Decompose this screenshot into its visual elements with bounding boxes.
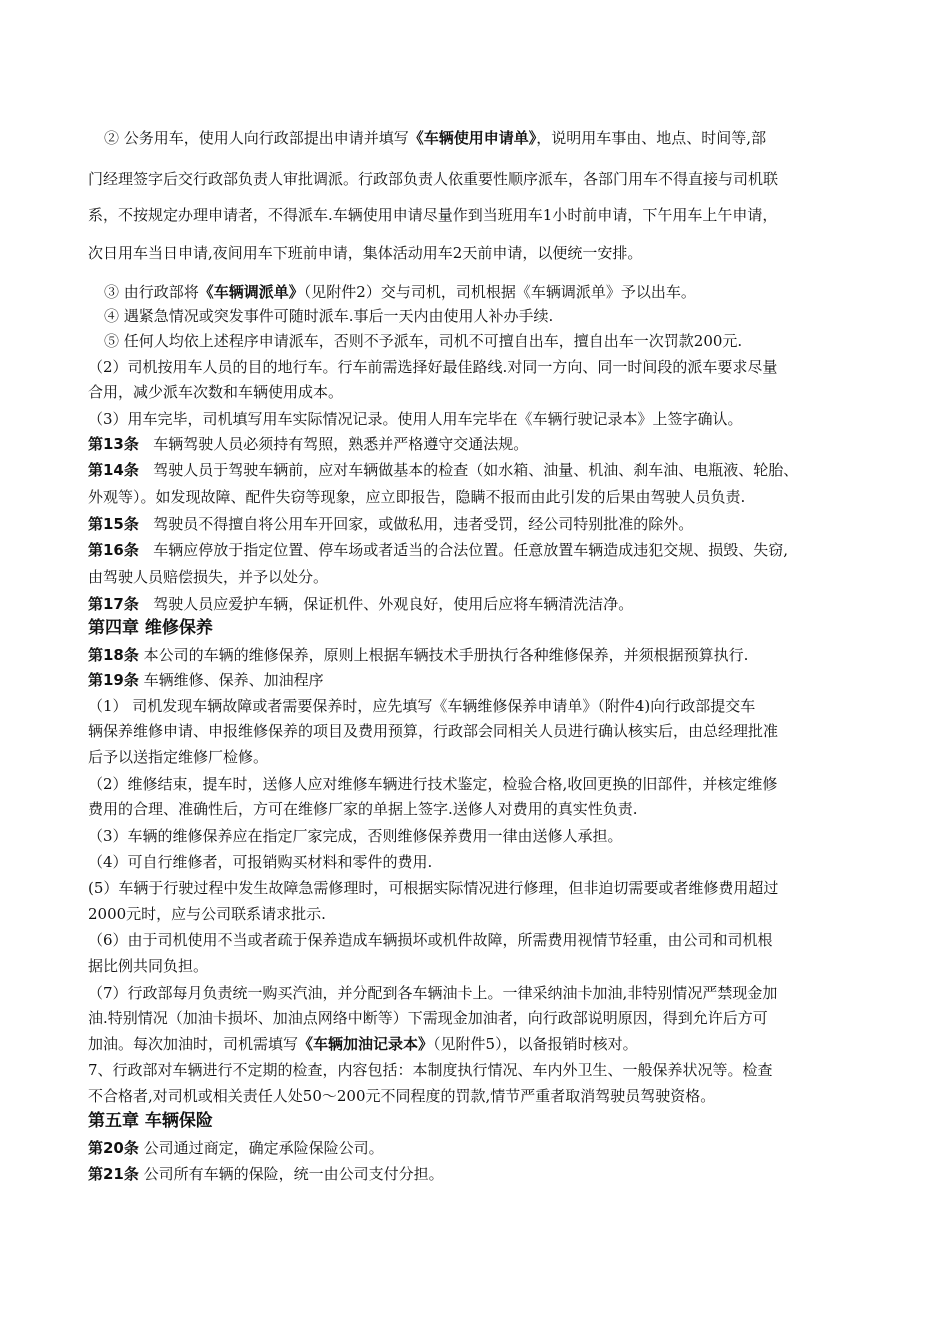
article-label: 第14条 [88,461,139,479]
article-text: 公司通过商定，确定承险保险公司。 [143,1139,384,1157]
article-16 [88,540,788,560]
article-13 [88,434,528,454]
paragraph-line: （3）用车完毕，司机填写用车实际情况记录。使用人用车完毕在《车辆行驶记录本》上签字确认。 [88,410,743,428]
article-text: 驾驶人员于驾驶车辆前，应对车辆做基本的检查（如水箱、油量、机油、刹车油、电瓶液、轮胎、 [153,461,799,479]
article-21 [88,1164,444,1184]
paragraph-line: （2）司机按用车人员的目的地行车。行车前需选择好最佳路线.对同一方向、同一时间段的派车要求尽量 [88,358,778,376]
paragraph-line: ⑤ 任何人均依上述程序申请派车，否则不予派车，司机不可擅自出车，擅自出车一次罚款200元. [104,332,743,350]
article-text: 车辆驾驶人员必须持有驾照，熟悉并严格遵守交通法规。 [153,435,529,453]
chapter-heading: 第五章 车辆保险 [88,1111,213,1131]
paragraph-line: （1） 司机发现车辆故障或者需要保养时，应先填写《车辆维修保养申请单》（附件4)向行政部提交车 [88,697,756,715]
paragraph-line: 辆保养维修申请、申报维修保养的项目及费用预算，行政部会同相关人员进行确认核实后，由总经理批准 [88,722,779,740]
text: ③ 由行政部将 [104,283,199,301]
article-18 [88,645,748,665]
paragraph-line: 次日用车当日申请,夜间用车下班前申请，集体活动用车2天前申请，以便统一安排。 [88,244,643,262]
text: ，说明用车事由、地点、时间等,部 [536,129,767,147]
article-19 [88,670,324,690]
article-label: 第17条 [88,595,139,613]
text: ② 公务用车，使用人向行政部提出申请并填写 [104,129,409,147]
article-17 [88,594,633,614]
paragraph-line: 费用的合理、准确性后，方可在维修厂家的单据上签字.送修人对费用的真实性负责. [88,800,638,818]
article-15 [88,514,693,534]
paragraph-line: （6）由于司机使用不当或者疏于保养造成车辆损坏或机件故障，所需费用视情节轻重，由公司和司机根 [88,931,773,949]
paragraph-line: 7、行政部对车辆进行不定期的检查，内容包括：本制度执行情况、车内外卫生、一般保养状况等。检查 [88,1061,773,1079]
chapter-heading: 第四章 维修保养 [88,618,213,638]
article-text: 车辆应停放于指定位置、停车场或者适当的合法位置。任意放置车辆造成违犯交规、损毁、失窃, [153,541,788,559]
paragraph-line: （4）可自行维修者，可报销购买材料和零件的费用. [88,853,433,871]
paragraph-line: (5）车辆于行驶过程中发生故障急需修理时，可根据实际情况进行修理，但非迫切需要或者维修费用超过 [88,879,779,897]
text: 加油。每次加油时，司机需填写 [88,1035,299,1053]
paragraph-line: 外观等）。如发现故障、配件失窃等现象，应立即报告，隐瞒不报而由此引发的后果由驾驶人员负责. [88,488,746,506]
paragraph-line: 后予以送指定维修厂检修。 [88,748,269,766]
text: （见附件2）交与司机，司机根据《车辆调派单》予以出车。 [303,283,696,301]
article-text: 驾驶人员应爱护车辆，保证机件、外观良好，使用后应将车辆清洗洁净。 [153,595,634,613]
article-label: 第13条 [88,435,139,453]
paragraph-line: 不合格者,对司机或相关责任人处50～200元不同程度的罚款,情节严重者取消驾驶员驾驶资格。 [88,1087,716,1105]
paragraph-line: （2）维修结束，提车时，送修人应对维修车辆进行技术鉴定，检验合格,收回更换的旧部件，并核定维修 [88,775,778,793]
paragraph-line: 据比例共同负担。 [88,957,209,975]
paragraph-line: 油.特别情况（加油卡损坏、加油点网络中断等）下需现金加油者，向行政部说明原因，得到允许后方可 [88,1009,768,1027]
paragraph-line: 门经理签字后交行政部负责人审批调派。行政部负责人依重要性顺序派车，各部门用车不得直接与司机联 [88,170,779,188]
article-label: 第16条 [88,541,139,559]
article-label: 第19条 [88,671,139,689]
form-name: 《车辆调派单》 [198,283,304,301]
text: （见附件5），以备报销时核对。 [433,1035,638,1053]
article-14 [88,460,798,480]
paragraph-line: （7）行政部每月负责统一购买汽油，并分配到各车辆油卡上。一律采纳油卡加油,非特别情况严禁现金加 [88,984,778,1002]
article-20 [88,1138,384,1158]
form-name: 《车辆使用申请单》 [408,129,537,147]
article-text: 驾驶员不得擅自将公用车开回家，或做私用，违者受罚，经公司特别批准的除外。 [153,515,694,533]
form-name: 《车辆加油记录本》 [298,1035,434,1053]
paragraph-line [104,282,696,302]
paragraph-line: 由驾驶人员赔偿损失，并予以处分。 [88,568,329,586]
paragraph-line: 系，不按规定办理申请者，不得派车.车辆使用申请尽量作到当班用车1小时前申请，下午用车上午申请， [88,206,778,224]
paragraph-line [88,1034,638,1054]
article-text: 车辆维修、保养、加油程序 [143,671,324,689]
article-label: 第15条 [88,515,139,533]
article-text: 公司所有车辆的保险，统一由公司支付分担。 [143,1165,444,1183]
paragraph-line: 2000元时，应与公司联系请求批示. [88,905,326,923]
article-label: 第18条 [88,646,139,664]
article-label: 第21条 [88,1165,139,1183]
article-text: 本公司的车辆的维修保养，原则上根据车辆技术手册执行各种维修保养，并须根据预算执行. [143,646,749,664]
paragraph-line: （3）车辆的维修保养应在指定厂家完成，否则维修保养费用一律由送修人承担。 [88,827,623,845]
paragraph-line [104,128,766,148]
paragraph-line: ④ 遇紧急情况或突发事件可随时派车.事后一天内由使用人补办手续. [104,307,554,325]
article-label: 第20条 [88,1139,139,1157]
paragraph-line: 合用，减少派车次数和车辆使用成本。 [88,383,344,401]
